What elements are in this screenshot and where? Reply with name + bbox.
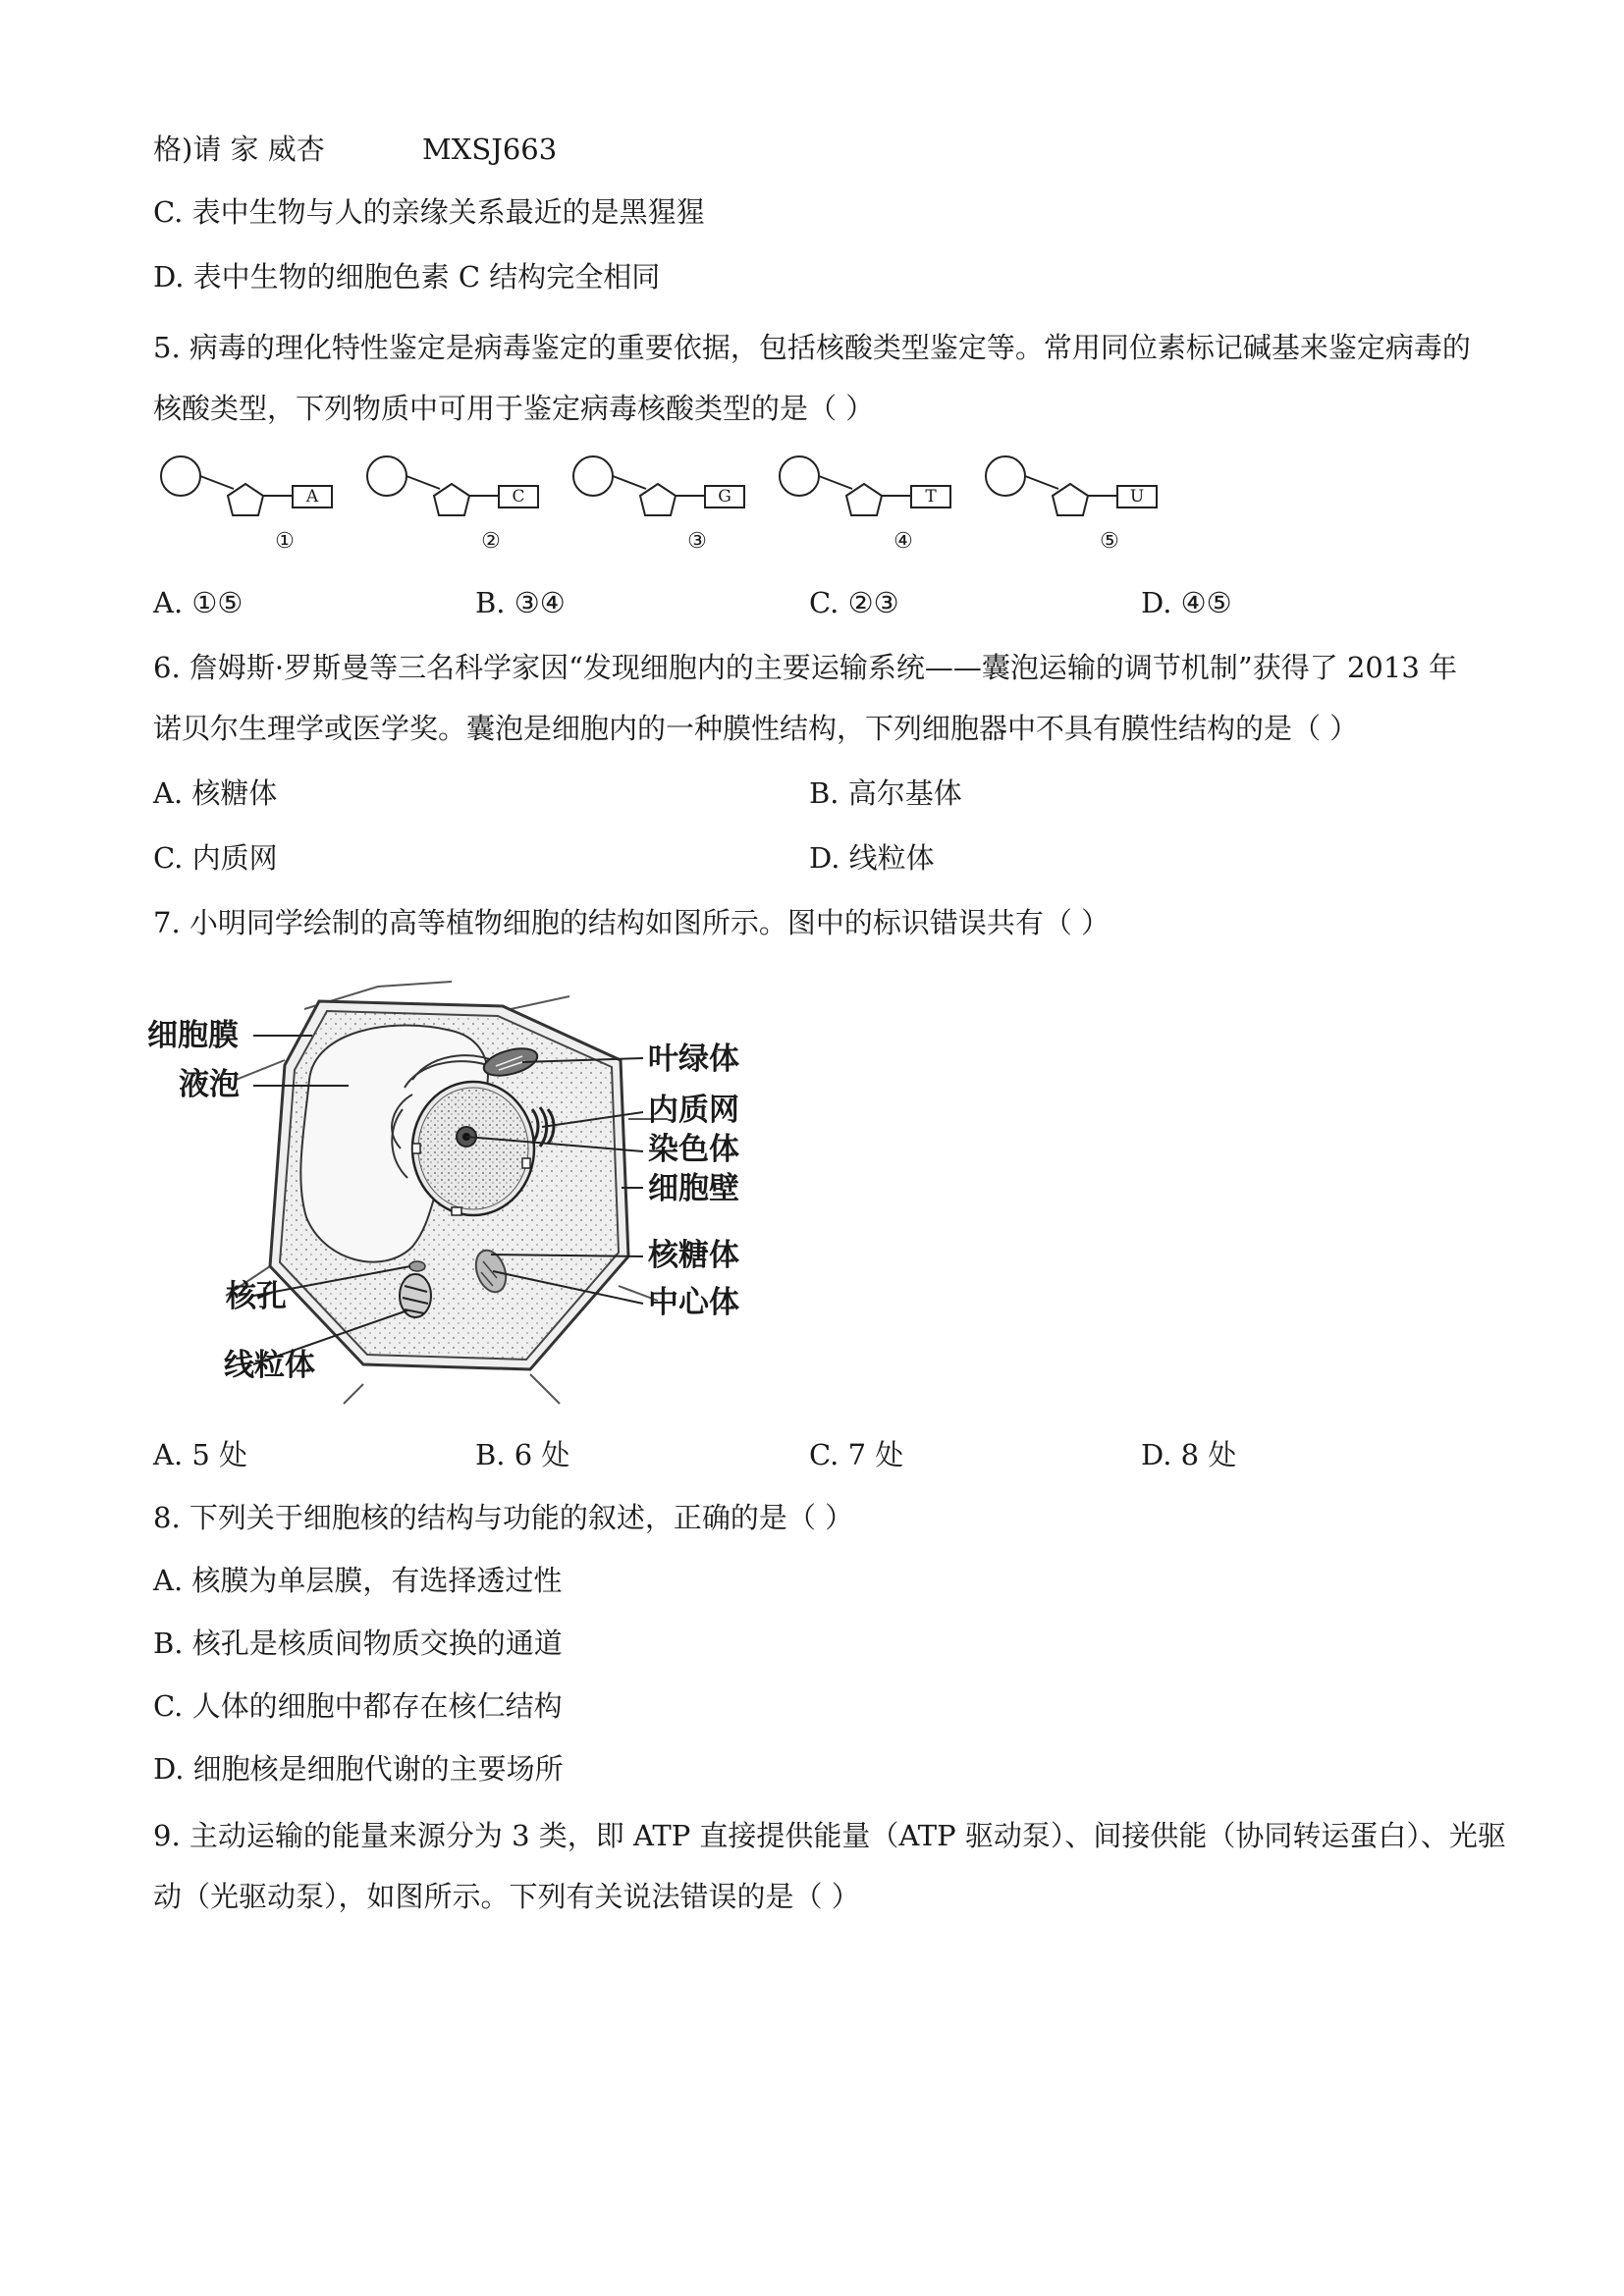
plant-cell-diagram	[137, 972, 785, 1404]
label-centrosome: 中心体	[648, 1285, 739, 1320]
q6-option-b[interactable]: B. 高尔基体	[809, 776, 962, 810]
q6-option-d[interactable]: D. 线粒体	[809, 841, 935, 875]
header-fragment-text: 格)请 家 威杏	[153, 133, 325, 166]
q8-option-c[interactable]: C. 人体的细胞中都存在核仁结构	[153, 1689, 563, 1723]
label-chromosome: 染色体	[648, 1132, 739, 1167]
q8-stem: 8. 下列关于细胞核的结构与功能的叙述，正确的是（ ）	[153, 1501, 854, 1534]
label-cell-membrane: 细胞膜	[147, 1018, 239, 1053]
q5-stem-line2: 核酸类型，下列物质中可用于鉴定病毒核酸类型的是（ ）	[153, 392, 875, 425]
nucleotide-3-number: ③	[687, 529, 707, 554]
q4-option-d[interactable]: D. 表中生物的细胞色素 C 结构完全相同	[153, 260, 661, 294]
nucleotide-2-base: C	[512, 487, 525, 507]
q4-option-c[interactable]: C. 表中生物与人的亲缘关系最近的是黑猩猩	[153, 195, 705, 229]
q5-option-a[interactable]: A. ①⑤	[153, 586, 244, 619]
nucleotide-5-number: ⑤	[1100, 529, 1119, 554]
q9-stem-line2: 动（光驱动泵），如图所示。下列有关说法错误的是（ ）	[153, 1880, 860, 1913]
nucleotide-4-base: T	[925, 487, 937, 507]
nucleotide-figure	[147, 447, 1188, 564]
q7-option-a[interactable]: A. 5 处	[153, 1438, 248, 1471]
q8-option-b[interactable]: B. 核孔是核质间物质交换的通道	[153, 1627, 563, 1660]
q9-stem-line1: 9. 主动运输的能量来源分为 3 类，即 ATP 直接提供能量（ATP 驱动泵）、间接供能（协同转运蛋白）、光驱	[153, 1819, 1506, 1852]
q7-stem: 7. 小明同学绘制的高等植物细胞的结构如图所示。图中的标识错误共有（ ）	[153, 906, 1110, 939]
label-mitochondrion: 线粒体	[224, 1348, 315, 1383]
label-nuclear-pore: 核孔	[226, 1279, 287, 1314]
q5-option-b[interactable]: B. ③④	[475, 586, 566, 619]
nucleotide-1-base: A	[305, 487, 319, 507]
q5-stem-line1: 5. 病毒的理化特性鉴定是病毒鉴定的重要依据，包括核酸类型鉴定等。常用同位素标记碱基来鉴定病毒的	[153, 331, 1471, 364]
q8-option-d[interactable]: D. 细胞核是细胞代谢的主要场所	[153, 1752, 564, 1786]
q6-stem-line2: 诺贝尔生理学或医学奖。囊泡是细胞内的一种膜性结构，下列细胞器中不具有膜性结构的是（ ）	[153, 712, 1359, 745]
q8-option-a[interactable]: A. 核膜为单层膜，有选择透过性	[153, 1564, 563, 1597]
nucleotide-2-number: ②	[481, 529, 501, 554]
label-chloroplast: 叶绿体	[648, 1041, 739, 1077]
nucleotide-5-base: U	[1129, 487, 1145, 507]
q6-stem-line1: 6. 詹姆斯·罗斯曼等三名科学家因“发现细胞内的主要运输系统——囊泡运输的调节机制”获得了 2013 年	[153, 651, 1457, 684]
nucleotide-1-number: ①	[275, 529, 295, 554]
q6-option-c[interactable]: C. 内质网	[153, 841, 278, 875]
q5-option-d[interactable]: D. ④⑤	[1141, 586, 1232, 619]
label-cell-wall: 细胞壁	[648, 1171, 739, 1206]
q6-option-a[interactable]: A. 核糖体	[153, 776, 278, 810]
q7-option-c[interactable]: C. 7 处	[809, 1438, 904, 1471]
header-fragment	[153, 130, 557, 169]
label-er: 内质网	[648, 1093, 739, 1128]
nucleotide-4-number: ④	[893, 529, 913, 554]
label-vacuole: 液泡	[179, 1067, 240, 1102]
header-code: MXSJ663	[421, 133, 558, 166]
q7-option-d[interactable]: D. 8 处	[1141, 1438, 1237, 1471]
nucleotide-3-base: G	[718, 487, 731, 507]
q5-option-c[interactable]: C. ②③	[809, 586, 899, 619]
label-ribosome: 核糖体	[648, 1238, 739, 1273]
q7-option-b[interactable]: B. 6 处	[475, 1438, 570, 1471]
